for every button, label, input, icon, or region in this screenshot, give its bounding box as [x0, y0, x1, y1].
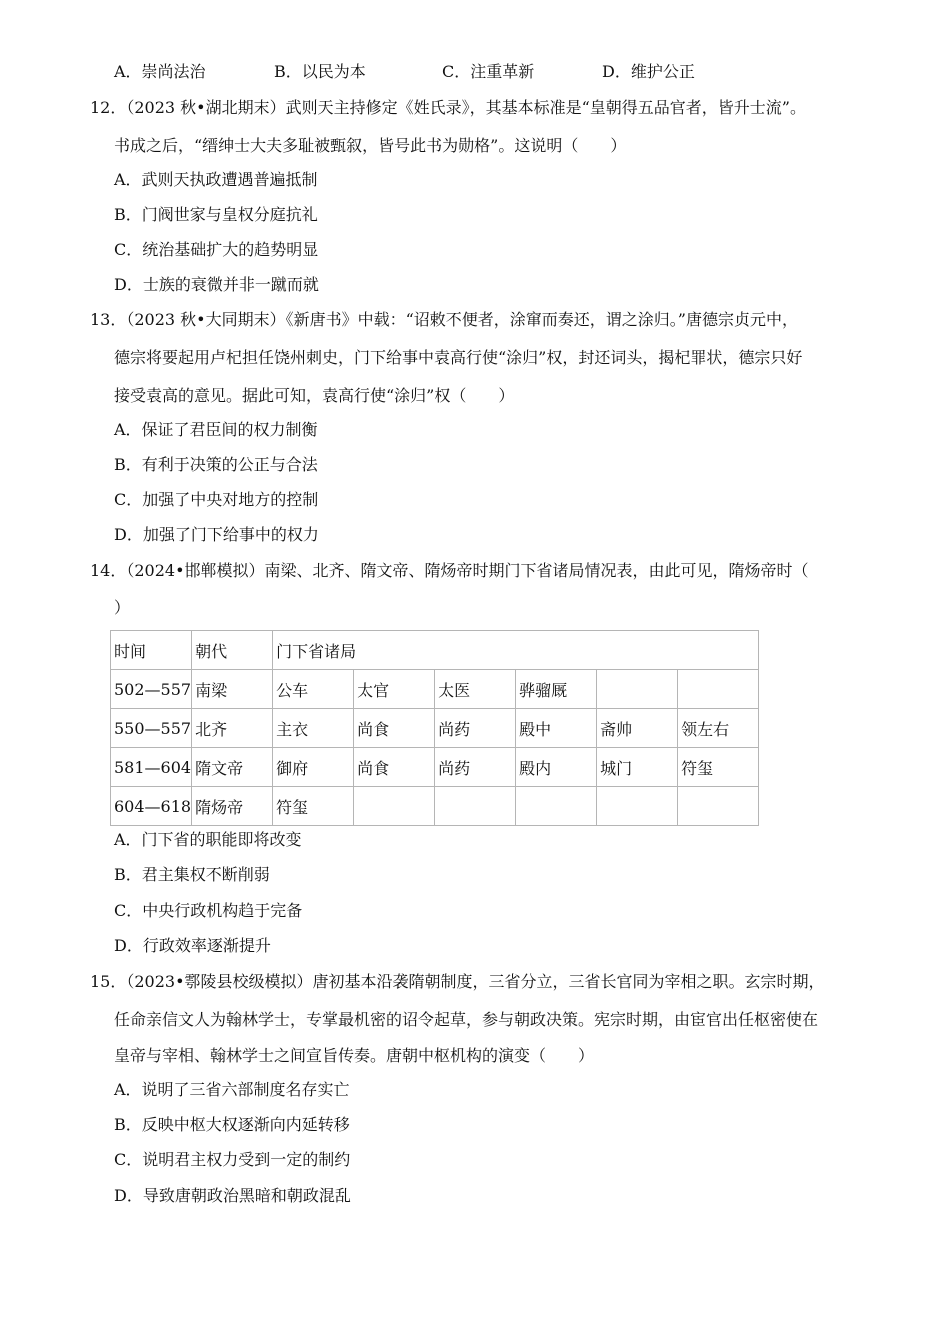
q15-option-a[interactable]: A．说明了三省六部制度名存实亡	[114, 1080, 350, 1099]
q14-option-a[interactable]: A．门下省的职能即将改变	[114, 830, 302, 849]
table-cell	[516, 787, 597, 826]
table-header-row	[111, 631, 759, 670]
q11-option-c[interactable]: C．注重革新	[442, 62, 535, 81]
table-row	[111, 709, 759, 748]
table-cell: 太医	[435, 670, 516, 709]
table-cell: 殿内	[516, 748, 597, 787]
q15-stem-line3: 皇帝与宰相、翰林学士之间宣旨传奏。唐朝中枢机构的演变（ ）	[114, 1046, 595, 1065]
q12-stem-line1: 12．（2023 秋•湖北期末）武则天主持修定《姓氏录》，其基本标准是“皇朝得五品官者，皆升士流”。	[90, 98, 806, 117]
q13-option-c[interactable]: C．加强了中央对地方的控制	[114, 490, 319, 509]
table-cell: 太官	[354, 670, 435, 709]
q14-option-b[interactable]: B．君主集权不断削弱	[114, 865, 270, 884]
table-cell: 550—557	[111, 709, 192, 748]
table-cell: 符玺	[273, 787, 354, 826]
table-cell: 尚药	[435, 709, 516, 748]
table-cell: 斋帅	[597, 709, 678, 748]
q15-stem-line2: 任命亲信文人为翰林学士，专掌最机密的诏令起草，参与朝政决策。宪宗时期，由宦官出任枢密使在	[114, 1010, 819, 1029]
table-row	[111, 748, 759, 787]
q12-option-b[interactable]: B．门阀世家与皇权分庭抗礼	[114, 205, 318, 224]
table-header-cell: 朝代	[192, 631, 273, 670]
q14-option-c[interactable]: C．中央行政机构趋于完备	[114, 901, 303, 920]
table-cell: 殿中	[516, 709, 597, 748]
q14-stem-line2: ）	[114, 598, 131, 617]
q11-option-d[interactable]: D．维护公正	[602, 62, 695, 81]
table-cell: 骅骝厩	[516, 670, 597, 709]
table-cell: 公车	[273, 670, 354, 709]
table-cell: 御府	[273, 748, 354, 787]
table-cell: 主衣	[273, 709, 354, 748]
q13-stem-line3: 接受袁高的意见。据此可知，袁高行使“涂归”权（ ）	[114, 386, 515, 405]
table-cell: 隋炀帝	[192, 787, 273, 826]
q14-option-d[interactable]: D．行政效率逐渐提升	[114, 936, 271, 955]
table-row	[111, 787, 759, 826]
q11-option-b[interactable]: B．以民为本	[274, 62, 366, 81]
table-cell	[435, 787, 516, 826]
q15-option-b[interactable]: B．反映中枢大权逐渐向内延转移	[114, 1115, 350, 1134]
q12-option-d[interactable]: D．士族的衰微并非一蹴而就	[114, 275, 319, 294]
table-cell: 城门	[597, 748, 678, 787]
table-cell: 隋文帝	[192, 748, 273, 787]
table-cell: 604—618	[111, 787, 192, 826]
q11-option-a[interactable]: A．崇尚法治	[114, 62, 206, 81]
q12-option-c[interactable]: C．统治基础扩大的趋势明显	[114, 240, 319, 259]
q12-option-a[interactable]: A．武则天执政遭遇普遍抵制	[114, 170, 318, 189]
q13-stem-line2: 德宗将要起用卢杞担任饶州刺史，门下给事中袁高行使“涂归”权，封还词头，揭杞罪状，德宗只好	[114, 348, 803, 367]
table-cell	[597, 670, 678, 709]
q13-stem-line1: 13．（2023 秋•大同期末）《新唐书》中载：“诏敕不便者，涂窜而奏还，谓之涂归。”唐德宗贞元中，	[90, 310, 798, 329]
table-cell: 尚药	[435, 748, 516, 787]
q13-option-d[interactable]: D．加强了门下给事中的权力	[114, 525, 319, 544]
q13-option-a[interactable]: A．保证了君臣间的权力制衡	[114, 420, 318, 439]
table-header-cell: 门下省诸局	[273, 631, 759, 670]
q12-stem-line2: 书成之后，“缙绅士大夫多耻被甄叙，皆号此书为勋格”。这说明（ ）	[114, 136, 627, 155]
table-row	[111, 670, 759, 709]
table-cell	[597, 787, 678, 826]
table-cell	[678, 787, 759, 826]
table-cell	[678, 670, 759, 709]
q15-option-d[interactable]: D．导致唐朝政治黑暗和朝政混乱	[114, 1186, 351, 1205]
table-cell: 领左右	[678, 709, 759, 748]
table-cell: 尚食	[354, 748, 435, 787]
q15-stem-line1: 15．（2023•鄠陵县校级模拟）唐初基本沿袭隋朝制度，三省分立，三省长官同为宰相之职。玄宗时期，	[90, 972, 825, 991]
q14-stem-line1: 14．（2024•邯郸模拟）南梁、北齐、隋文帝、隋炀帝时期门下省诸局情况表，由此可见，隋炀帝时（	[90, 561, 809, 580]
table-cell: 502—557	[111, 670, 192, 709]
table-cell	[354, 787, 435, 826]
q15-option-c[interactable]: C．说明君主权力受到一定的制约	[114, 1150, 351, 1169]
table-cell: 北齐	[192, 709, 273, 748]
table-cell: 符玺	[678, 748, 759, 787]
table-cell: 南梁	[192, 670, 273, 709]
table-header-cell: 时间	[111, 631, 192, 670]
table-cell: 581—604	[111, 748, 192, 787]
table-cell: 尚食	[354, 709, 435, 748]
q13-option-b[interactable]: B．有利于决策的公正与合法	[114, 455, 318, 474]
bureau-table	[110, 630, 759, 826]
